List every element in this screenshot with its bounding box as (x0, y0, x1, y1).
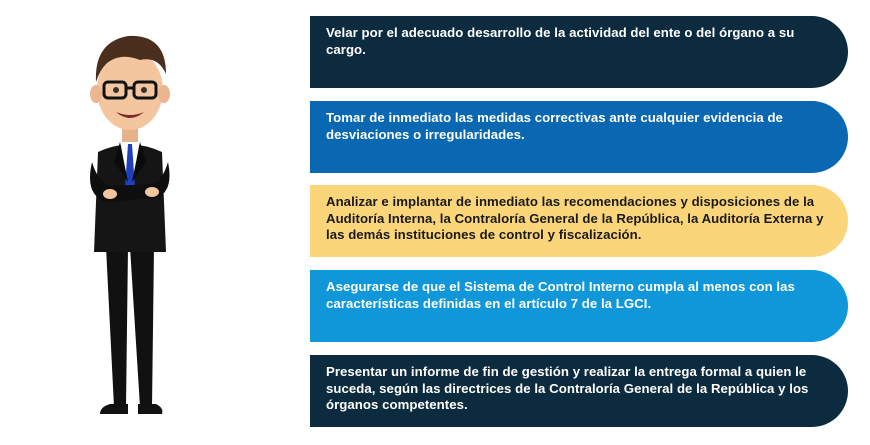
card-3-text: Analizar e implantar de inmediato las recomendaciones y disposiciones de la Auditoría Interna, la Contraloría General de la República, la Auditoría Externa y las demás instituciones de control y fiscalización. (326, 194, 824, 242)
card-2 (310, 101, 848, 173)
responsibilities-list (310, 0, 850, 445)
card-4 (310, 270, 848, 342)
card-4-text: Asegurarse de que el Sistema de Control Interno cumpla al menos con las características definidas en el artículo 7 de la LGCI. (326, 279, 795, 311)
card-5 (310, 355, 848, 427)
card-5-text: Presentar un informe de fin de gestión y realizar la entrega formal a quien le suceda, según las directrices de la Contraloría General de la República y los órganos competentes. (326, 364, 809, 412)
card-1-text: Velar por el adecuado desarrollo de la actividad del ente o del órgano a su cargo. (326, 25, 795, 57)
businessman-illustration (70, 12, 190, 422)
card-1 (310, 16, 848, 88)
card-3 (310, 185, 848, 257)
left-shoe (100, 404, 128, 414)
right-shoe (138, 404, 162, 414)
card-2-text: Tomar de inmediato las medidas correctivas ante cualquier evidencia de desviaciones o irregularidades. (326, 110, 783, 142)
legs (106, 247, 154, 407)
